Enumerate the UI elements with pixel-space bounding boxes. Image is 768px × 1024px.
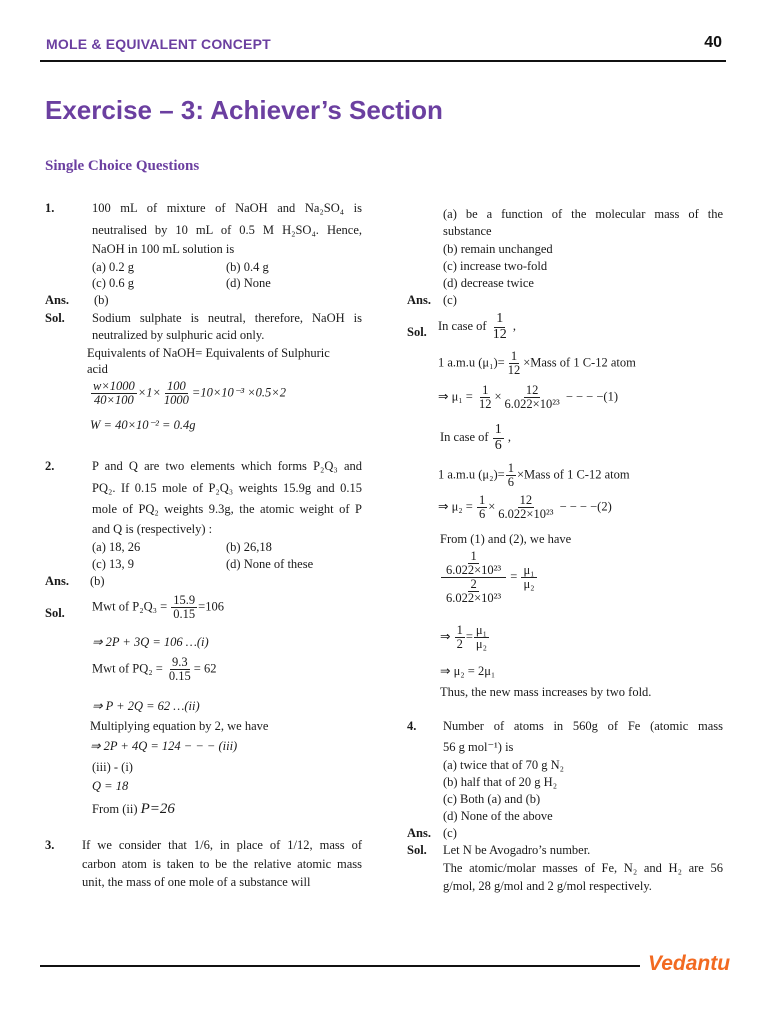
q4-option-c: (c) Both (a) and (b): [443, 792, 541, 806]
eq-text: ×Mass of 1 C-12 atom: [523, 355, 636, 370]
q1-sol-line: acid: [87, 362, 108, 376]
eq-text: = 62: [193, 661, 217, 676]
fraction-denominator: 2: [456, 637, 463, 652]
fraction-numerator: 100: [167, 379, 186, 393]
q3-answer: (c): [443, 293, 457, 307]
header-rule: [40, 60, 726, 62]
fraction-numerator: 1: [470, 549, 477, 563]
eq-text: ,: [507, 430, 511, 445]
q3-case-1: [438, 312, 516, 342]
fraction-numerator: 1: [482, 383, 489, 397]
eq-text: ⇒ μ₂ =: [438, 499, 473, 514]
eq-text: ,: [512, 319, 516, 334]
q2-result: [92, 800, 175, 818]
subsection-title: Single Choice Questions: [45, 158, 200, 174]
q1-answer: (b): [94, 293, 109, 307]
fraction-denominator: 6: [507, 475, 514, 490]
fraction-denominator: 0.15: [173, 607, 196, 622]
q1-option-c: (c) 0.6 g: [92, 276, 134, 290]
q2-line: mole of PQ₂ weights 9.3g, the atomic weight of P: [92, 502, 362, 516]
q2-answer: (b): [90, 574, 105, 588]
q3-option-c: (c) increase two-fold: [443, 259, 548, 273]
fraction-numerator: 1: [478, 493, 486, 507]
q2-option-a: (a) 18, 26: [92, 540, 141, 554]
eq-text: − − − −(2): [559, 499, 612, 514]
q4-ans-label: Ans.: [407, 826, 431, 840]
fraction-denominator: 6.022×10²³: [498, 507, 554, 522]
q1-ans-label: Ans.: [45, 293, 69, 307]
eq-text: Mwt of PQ₂ =: [92, 661, 163, 676]
q1-equation-1: [90, 380, 286, 407]
fraction-denominator: μ₂: [523, 577, 535, 592]
q3-ratio-equation: $\frac{\frac{1}{\text{6.022×10²³}}}{\frac{2}{\text{6.022×10²³}}}$ = $\frac{\text{μ₁}}{\text{μ₂}}$: [440, 550, 538, 606]
q2-equation-iii: ⇒ 2P + 4Q = 124 − − − (iii): [90, 739, 238, 753]
fraction-denominator: 6.022×10²³: [446, 563, 502, 578]
q4-option-a: (a) twice that of 70 g N₂: [443, 758, 564, 772]
eq-text: ⇒: [440, 629, 451, 644]
q1-number: 1.: [45, 201, 55, 215]
chapter-title: MOLE & EQUIVALENT CONCEPT: [46, 36, 271, 52]
q4-sol-line: g/mol, 28 g/mol and 2 g/mol respectively.: [443, 879, 652, 893]
q4-option-d: (d) None of the above: [443, 809, 553, 823]
q2-line: and Q is (respectively) :: [92, 522, 213, 536]
q4-answer: (c): [443, 826, 457, 840]
q1-sol-label: Sol.: [45, 311, 65, 325]
q2-option-b: (b) 26,18: [226, 540, 272, 554]
q3-final-equation: ⇒ μ₂ = 2μ₁: [440, 664, 496, 678]
q3-line: carbon atom is taken to be the relative atomic mass: [82, 857, 362, 871]
q3-option-d: (d) decrease twice: [443, 276, 534, 290]
q4-line: 56 g mol⁻¹) is: [443, 740, 514, 754]
eq-text: − − − −(1): [565, 389, 618, 404]
q2-mwt-1: [92, 594, 224, 621]
fraction-numerator: 1: [496, 311, 504, 326]
fraction-denominator: 6.022×10²³: [446, 591, 502, 606]
fraction-numerator: 12: [519, 493, 533, 507]
fraction-numerator: 1: [456, 623, 463, 637]
q3-option-a: substance: [443, 224, 492, 238]
eq-text: P=26: [140, 801, 175, 817]
q1-sol-line: Sodium sulphate is neutral, therefore, NaOH is: [92, 311, 362, 325]
q3-case-2: [440, 423, 511, 453]
q4-sol-line: The atomic/molar masses of Fe, N₂ and H₂ are 56: [443, 861, 723, 875]
q1-equation-2: W = 40×10⁻² = 0.4g: [90, 418, 196, 432]
fraction-numerator: μ₁: [523, 563, 535, 578]
q2-sol-line: Multiplying equation by 2, we have: [90, 719, 269, 733]
q1-option-b: (b) 0.4 g: [226, 260, 269, 274]
fraction-denominator: 6: [494, 437, 502, 453]
fraction-denominator: 6: [478, 507, 486, 522]
q2-sol-line: (iii) - (i): [92, 760, 133, 774]
eq-text: 1 a.m.u (μ₂)=: [438, 467, 505, 482]
fraction-denominator: μ₂: [475, 637, 487, 652]
q1-option-d: (d) None: [226, 276, 271, 290]
eq-text: ⇒ μ₁ =: [438, 389, 473, 404]
q1-option-a: (a) 0.2 g: [92, 260, 134, 274]
q2-line: P and Q are two elements which forms P₂Q₃ and: [92, 459, 362, 473]
q3-ans-label: Ans.: [407, 293, 431, 307]
fraction-denominator: 12: [507, 363, 521, 378]
fraction-denominator: 1000: [163, 393, 189, 408]
q2-line: PQ₂. If 0.15 mole of P₂Q₃ weights 15.9g and 0.15: [92, 481, 362, 495]
q2-sol-label: Sol.: [45, 606, 65, 620]
q3-line: unit, the mass of one mole of a substance will: [82, 875, 311, 889]
q1-sol-line: neutralized by sulphuric acid only.: [92, 328, 265, 342]
q3-option-b: (b) remain unchanged: [443, 242, 553, 256]
q3-amu-2: [438, 462, 630, 489]
eq-text: ×1×: [137, 385, 161, 400]
q2-mwt-2: [92, 656, 216, 683]
q1-sol-line: Equivalents of NaOH= Equivalents of Sulphuric: [87, 346, 330, 360]
q4-sol-label: Sol.: [407, 843, 427, 857]
eq-text: =10×10⁻³ ×0.5×2: [191, 385, 286, 400]
q3-sol-label: Sol.: [407, 325, 427, 339]
fraction-denominator: 12: [478, 397, 492, 412]
eq-text: ×Mass of 1 C-12 atom: [516, 467, 630, 482]
page-number: 40: [704, 34, 722, 51]
q2-option-c: (c) 13, 9: [92, 557, 134, 571]
fraction-numerator: 12: [525, 383, 539, 397]
q1-line: 100 mL of mixture of NaOH and Na₂SO₄ is: [92, 201, 362, 215]
q2-equation-i: ⇒ 2P + 3Q = 106 …(i): [92, 635, 209, 649]
q3-half-equation: ⇒ $\frac{1}{2}$ = $\frac{\text{μ₁}}{\text{μ₂}}$: [440, 623, 487, 652]
fraction-numerator: 9.3: [172, 655, 188, 669]
q2-ans-label: Ans.: [45, 574, 69, 588]
fraction-numerator: 1: [507, 461, 514, 475]
logo-text: Vedantu: [648, 952, 731, 975]
eq-text: From (ii): [92, 802, 138, 816]
q2-option-d: (d) None of these: [226, 557, 314, 571]
q3-mu1-equation: ⇒ μ₁ = $\frac{1}{12}$ × $\frac{12}{\text{6.022×10²³}}$ − − − −(1): [438, 383, 618, 412]
footer-rule: [40, 965, 640, 967]
q2-equation-ii: ⇒ P + 2Q = 62 …(ii): [92, 699, 200, 713]
fraction-numerator: 15.9: [173, 593, 196, 607]
fraction-numerator: 1: [510, 349, 518, 363]
fraction-denominator: 12: [492, 326, 507, 342]
q4-option-b: (b) half that of 20 g H₂: [443, 775, 558, 789]
fraction-numerator: 2: [470, 577, 477, 592]
fraction-denominator: 0.15: [168, 669, 191, 684]
fraction-numerator: 1: [494, 422, 502, 437]
fraction-numerator: μ₁: [475, 623, 487, 637]
q3-mu2-equation: ⇒ μ₂ = $\frac{1}{6}$ × $\frac{12}{\text{6.022×10²³}}$ − − − −(2): [438, 493, 612, 522]
eq-text: In case of: [440, 430, 489, 445]
eq-text: 1 a.m.u (μ₁)=: [438, 355, 505, 370]
q4-number: 4.: [407, 719, 417, 733]
fraction-denominator: 40×100: [94, 393, 134, 408]
eq-text: Mwt of P₂Q₃ =: [92, 599, 168, 614]
q3-option-a: (a) be a function of the molecular mass of the: [443, 207, 723, 221]
q3-amu-1: [438, 350, 636, 377]
q2-number: 2.: [45, 459, 55, 473]
q4-line: Number of atoms in 560g of Fe (atomic mass: [443, 719, 723, 733]
eq-text: =106: [198, 599, 224, 614]
q3-number: 3.: [45, 838, 55, 852]
section-title: Exercise – 3: Achiever’s Section: [45, 95, 443, 125]
vedantu-logo: [648, 952, 730, 976]
q3-line: If we consider that 1/6, in place of 1/12, mass of: [82, 838, 362, 852]
q3-sol-line: From (1) and (2), we have: [440, 532, 572, 546]
q3-conclusion: Thus, the new mass increases by two fold.: [440, 685, 652, 699]
fraction-denominator: 6.022×10²³: [504, 397, 560, 412]
fraction-numerator: w×1000: [93, 379, 135, 393]
eq-text: In case of: [438, 319, 487, 334]
q4-sol-line: Let N be Avogadro’s number.: [443, 843, 591, 857]
q1-line: neutralised by 10 mL of 0.5 M H₂SO₄. Hence,: [92, 223, 362, 237]
q2-sol-line: Q = 18: [92, 779, 129, 793]
q1-line: NaOH in 100 mL solution is: [92, 242, 235, 256]
